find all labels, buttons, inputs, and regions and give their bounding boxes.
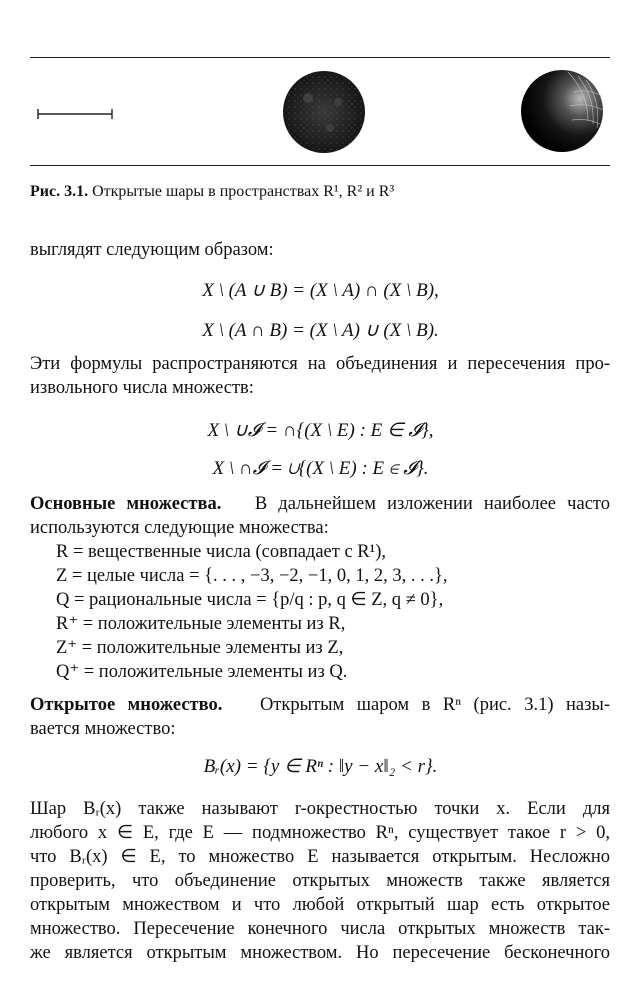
text-line: же является открытым множеством. Но пересечение бесконечного: [30, 943, 610, 963]
formula-family-intersection: X \ ∩𝓘 = ∪{(X \ E) : E ∈ 𝓘}.: [212, 458, 429, 479]
text-line: множество. Пересечение конечного числа открытых множеств так-: [30, 919, 610, 939]
basic-sets-list: [56, 540, 447, 684]
figure-caption-text: Открытые шары в пространствах R¹, R² и R³: [92, 183, 395, 200]
list-item: Q⁺ = положительные элементы из Q.: [56, 662, 348, 682]
section-basic-sets: [30, 492, 610, 540]
text-line: любого x ∈ E, где E — подмножество Rⁿ, существует такое r > 0,: [30, 823, 610, 843]
ball-r2-disk: [283, 71, 365, 153]
list-item: R = вещественные числа (совпадает с R¹),: [56, 542, 386, 562]
list-item: Z = целые числа = {. . . , −3, −2, −1, 0, 1, 2, 3, . . .},: [56, 566, 448, 586]
paragraph-open-set: [30, 797, 610, 965]
formula-intersection-complement: X \ (A ∩ B) = (X \ A) ∪ (X \ B).: [202, 320, 439, 341]
ball-r1-interval: [38, 109, 112, 119]
formula-open-ball: Bᵣ(x) = {y ∈ Rⁿ : ‖y − x‖₂ < r}.: [203, 756, 438, 777]
section-heading-open: Открытое множество.: [30, 695, 223, 715]
section-open-set: [30, 693, 610, 741]
list-item: Q = рациональные числа = {p/q : p, q ∈ Z, q ≠ 0},: [56, 590, 444, 610]
formula-union-complement: X \ (A ∪ B) = (X \ A) ∩ (X \ B),: [202, 280, 439, 301]
section-heading-basic: Основные множества.: [30, 494, 222, 514]
ball-r3-sphere: [521, 70, 603, 152]
figure-caption: [30, 183, 394, 201]
paragraph-generalization: [30, 352, 610, 400]
text-line: используются следующие множества:: [30, 518, 329, 538]
section-open-first-line: [30, 693, 610, 717]
text-line: что Bᵣ(x) ∈ E, то множество E называется открытым. Несложно: [30, 847, 610, 867]
text-line: открытым множеством и что любой открытый шар есть открытое: [30, 895, 610, 915]
text-line: Шар Bᵣ(x) также называют r-окрестностью точки x. Если для: [30, 799, 610, 819]
figure-caption-label: Рис. 3.1.: [30, 183, 89, 200]
text-line: проверить, что объединение открытых множеств также является: [30, 871, 610, 891]
text-line: Эти формулы распространяются на объединения и пересечения про-: [30, 354, 610, 374]
text-line: Открытым шаром в Rⁿ (рис. 3.1) назы-: [259, 695, 611, 715]
intro-line: выглядят следующим образом:: [30, 240, 274, 260]
figure-open-balls: [30, 58, 610, 164]
text-line: В дальнейшем изложении наиболее часто: [254, 494, 610, 514]
figure-bottom-rule: [30, 165, 610, 166]
text-line: извольного числа множеств:: [30, 378, 254, 398]
section-basic-first-line: [30, 492, 610, 516]
formula-family-union: X \ ∪𝓘 = ∩{(X \ E) : E ∈ 𝓘},: [207, 420, 434, 441]
list-item: Z⁺ = положительные элементы из Z,: [56, 638, 344, 658]
text-line: вается множество:: [30, 719, 176, 739]
list-item: R⁺ = положительные элементы из R,: [56, 614, 346, 634]
